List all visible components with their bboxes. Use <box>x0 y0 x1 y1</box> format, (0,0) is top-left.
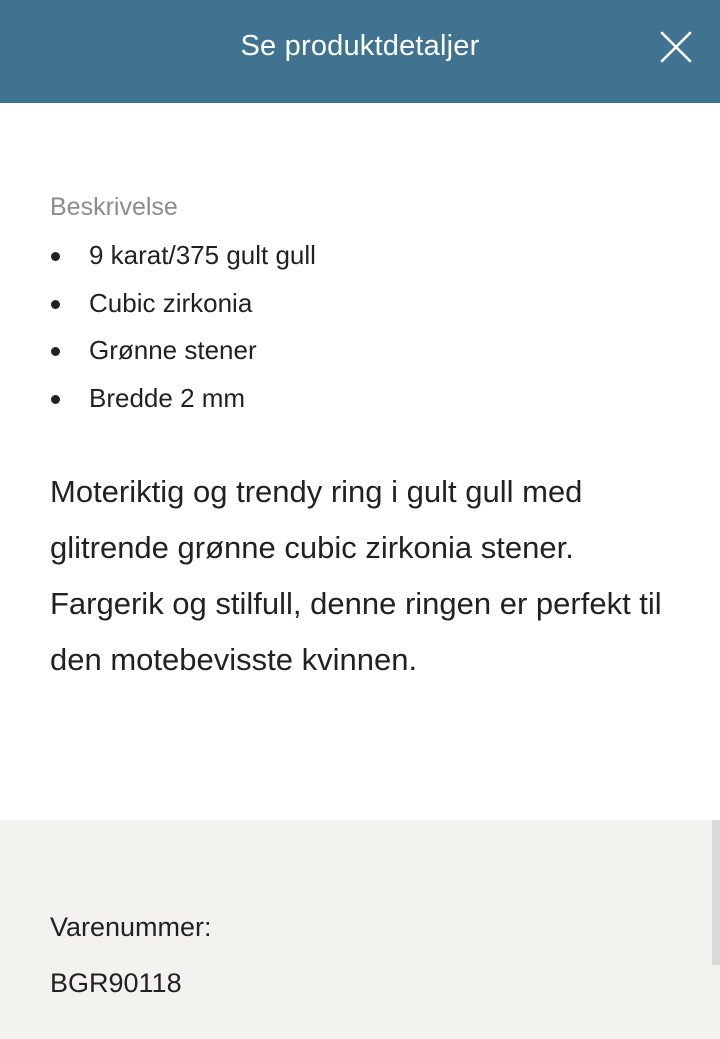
feature-list <box>50 232 670 422</box>
feature-text: Cubic zirkonia <box>89 287 253 318</box>
feature-item <box>50 280 670 328</box>
bullet-icon <box>51 395 60 404</box>
bullet-icon <box>51 252 60 261</box>
sku-value: BGR90118 <box>50 968 182 998</box>
sku-label: Varenummer: <box>50 912 212 942</box>
modal-header <box>0 0 720 103</box>
description-section <box>50 190 670 688</box>
product-description: Moteriktig og trendy ring i gult gull med glitrende grønne cubic zirkonia stener. Fargerik og stilfull, denne ringen er perfekt til den motebevisste kvinnen. <box>50 474 662 677</box>
bullet-icon <box>51 347 60 356</box>
feature-text: Grønne stener <box>89 335 257 365</box>
feature-text: 9 karat/375 gult gull <box>89 240 316 270</box>
sku-section <box>0 820 720 1039</box>
feature-text: Bredde 2 mm <box>89 382 246 413</box>
description-label: Beskrivelse <box>50 193 178 221</box>
close-button[interactable] <box>654 25 698 69</box>
close-icon <box>654 25 698 69</box>
feature-item <box>50 375 670 423</box>
modal-title: Se produktdetaljer <box>240 30 480 62</box>
scrollbar[interactable] <box>712 820 720 965</box>
feature-item <box>50 232 670 280</box>
bullet-icon <box>51 300 60 309</box>
feature-item <box>50 327 670 375</box>
